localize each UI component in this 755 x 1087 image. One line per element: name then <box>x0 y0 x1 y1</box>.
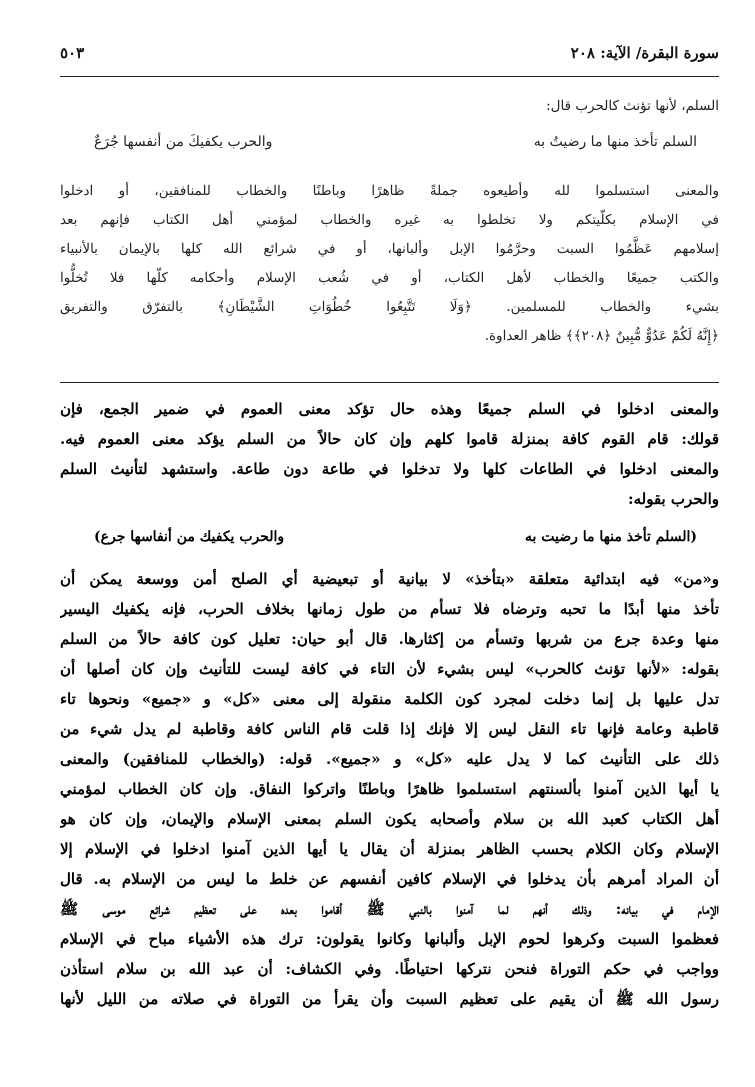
commentary-line: والمعنى ادخلوا في السلم جميعًا وهذه حال تؤكد معنى العموم في ضمير الجمع، فإن <box>60 400 719 418</box>
commentary-line: قاطبة وعامة فإنها تاء النقل ليس إلا فإنك إذا قلت قام الناس كافة وقاطبة لم يدل شيء من <box>60 720 719 738</box>
quoted-intro-line: السلم، لأنها تؤنث كالحرب قال: <box>546 98 719 114</box>
page-number: ٥٠٣ <box>60 44 85 62</box>
commentary-line: تدل عليها بل إنما دخلت لمجرد كون الكلمة منقولة إلى معنى «كل» و «جميع» ونحوها تاء <box>60 690 719 708</box>
commentary-poetry-verse <box>60 522 719 552</box>
commentary-line: الإمام في بيانه: وذلك أنهم لما آمنوا بالنبي ﷺ أقاموا بعده على تعظيم شرائع موسى ﷺ <box>60 900 719 918</box>
quoted-text-line: بشيء والخطاب للمسلمين. ﴿وَلَا تَتَّبِعُوا خُطُوَاتِ الشَّيْطَانِ﴾ بالتفرّق والتفريق <box>60 299 719 315</box>
commentary-line: فعظموا السبت وكرهوا لحوم الإبل وألبانها وكانوا يقولون: ترك هذه الأشياء مباح في الإسلام <box>60 930 719 948</box>
verse-hemistich-first: السلم تأخذ منها ما رضيتُ به <box>533 134 697 150</box>
quoted-text-line: والكتب جميعًا والخطاب لأهل الكتاب، أو في شُعب الإسلام وأحكامه كلّها فلا تُخلُّوا <box>60 270 719 286</box>
commentary-line: أن المراد أمرهم بأن يدخلوا في الإسلام كافين أنفسهم عن خلط ما ليس من الإسلام به. قال <box>60 870 719 888</box>
surah-verse-title: سورة البقرة/ الآية: ٢٠٨ <box>570 44 719 62</box>
commentary-line: منها وعدة جرع من شربها وتسأم من إكثارها. قال أبو حيان: تعليل كون كافة حالاً من السلم <box>60 630 719 648</box>
commentary-line: رسول الله ﷺ أن يقيم على تعظيم السبت وأن يقرأ من التوراة في صلاته من الليل لأنها <box>60 990 719 1008</box>
quoted-poetry-verse <box>60 127 719 157</box>
verse-hemistich-second: والحرب يكفيكَ من أنفسها جُرَعٌ <box>94 134 273 150</box>
commentary-line: الإسلام وكان الكلام بحسب الظاهر بمنزلة أن يقال يا أيها الذين آمنوا ادخلوا في الإسلام إلا <box>60 840 719 858</box>
page-header <box>60 30 719 77</box>
commentary-line: بقوله: «لأنها تؤنث كالحرب» ليس بشيء لأن التاء في كافة ليست للتأنيث وإن كان أصلها أن <box>60 660 719 678</box>
commentary-line: أهل الكتاب كعبد الله بن سلام وأصحابه يكون السلم بمعنى الإسلام والإيمان، وإن كان هو <box>60 810 719 828</box>
verse-hemistich-second: والحرب يكفيك من أنفاسها جرع) <box>94 529 285 545</box>
quoted-text-line: في الإسلام بكلّيتكم ولا تخلطوا به غيره والخطاب لمؤمني أهل الكتاب فإنهم بعد <box>60 212 719 228</box>
commentary-line: يا أيها الذين آمنوا بألسنتهم استسلموا ظاهرًا وباطنًا واتركوا النفاق. وإن كان الخطاب لمؤمني <box>60 780 719 798</box>
commentary-line: و«من» فيه ابتدائية متعلقة «بتأخذ» لا بيانية أو تبعيضية أي الصلح أمن ووسعة يمكن أن <box>60 570 719 588</box>
commentary-line: وواجب في حكم التوراة فنحن نتركها احتياطًا. وفي الكشاف: أن عبد الله بن سلام استأذن <box>60 960 719 978</box>
commentary-line: قولك: قام القوم كافة بمنزلة قاموا كلهم وإن كان حالاً من السلم يؤكد معنى العموم فيه. <box>60 430 719 448</box>
commentary-line: والمعنى ادخلوا في الطاعات كلها ولا تدخلوا في طاعة دون طاعة. واستشهد لتأنيث السلم <box>60 460 719 478</box>
commentary-line: تأخذ منها أبدًا ما تحبه وترضاه فلا تسأم من طول زمانها بخلاف الحرب، فإنه يكفيك اليسير <box>60 600 719 618</box>
commentary-line: ذلك على التأنيث كما لا يدل عليه «كل» و «جميع». قوله: (والخطاب للمنافقين) والمعنى <box>60 750 719 768</box>
quoted-text-line: والمعنى استسلموا لله وأطيعوه جملةً ظاهرًا وباطنًا والخطاب للمنافقين، أو ادخلوا <box>60 183 719 199</box>
quoted-text-line: إسلامهم عَظَّمُوا السبت وحرَّمُوا الإبل وألبانها، أو في شرائع الله كلها بالإيمان بالأنبياء <box>60 241 719 257</box>
quoted-text-line: ﴿إِنَّهُ لَكُمْ عَدُوٌّ مُّبِينٌ ﴿٢٠٨﴾﴾ ظاهر العداوة. <box>484 328 719 344</box>
commentary-line: والحرب بقوله: <box>628 490 719 508</box>
section-divider <box>60 382 719 383</box>
verse-hemistich-first: (السلم تأخذ منها ما رضيت به <box>525 529 697 545</box>
